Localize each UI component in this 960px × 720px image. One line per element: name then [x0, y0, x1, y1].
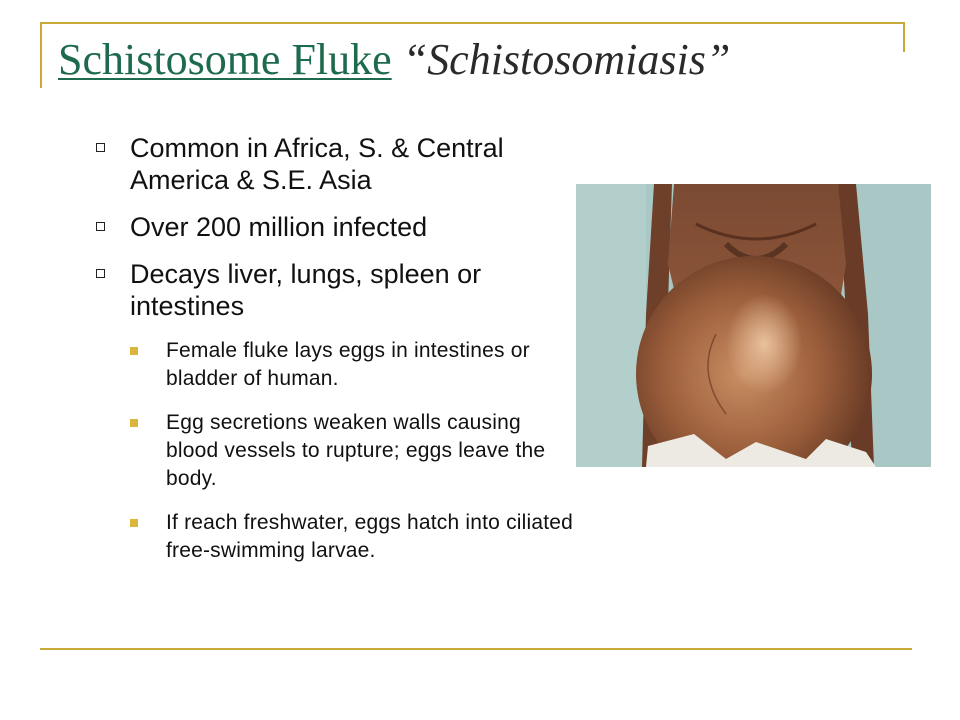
- bullet-item: [92, 258, 550, 322]
- sub-bullet-item: [92, 337, 586, 393]
- sub-bullet-item: [92, 509, 576, 565]
- gold-square-bullet-icon: [130, 347, 138, 355]
- sub-bullet-item: [92, 409, 576, 493]
- hollow-square-bullet-icon: [96, 222, 105, 231]
- sub-bullet-text: Female fluke lays eggs in intestines or bladder of human.: [166, 339, 530, 390]
- bullet-item: [92, 211, 592, 243]
- frame-bottom-line: [40, 648, 912, 650]
- bullet-text: Decays liver, lungs, spleen or intestines: [130, 259, 482, 321]
- gold-square-bullet-icon: [130, 419, 138, 427]
- bullet-text: Over 200 million infected: [130, 212, 428, 242]
- sub-bullet-text: If reach freshwater, eggs hatch into ciliated free-swimming larvae.: [166, 511, 574, 562]
- frame-right-tick: [903, 22, 905, 52]
- title-link[interactable]: Schistosome Fluke: [58, 35, 392, 84]
- sub-bullet-text: Egg secretions weaken walls causing blood vessels to rupture; eggs leave the body.: [166, 411, 546, 490]
- bullet-list: [92, 132, 592, 581]
- slide-title: [58, 34, 730, 87]
- bullet-text: Common in Africa, S. & Central America & S.E. Asia: [130, 133, 504, 195]
- patient-photo: [576, 184, 931, 467]
- frame-left-line: [40, 22, 42, 88]
- gold-square-bullet-icon: [130, 519, 138, 527]
- frame-top-line: [40, 22, 904, 24]
- hollow-square-bullet-icon: [96, 143, 105, 152]
- title-subtitle: “Schistosomiasis”: [402, 35, 731, 84]
- bullet-item: [92, 132, 580, 196]
- hollow-square-bullet-icon: [96, 269, 105, 278]
- patient-photo-illustration: [576, 184, 931, 467]
